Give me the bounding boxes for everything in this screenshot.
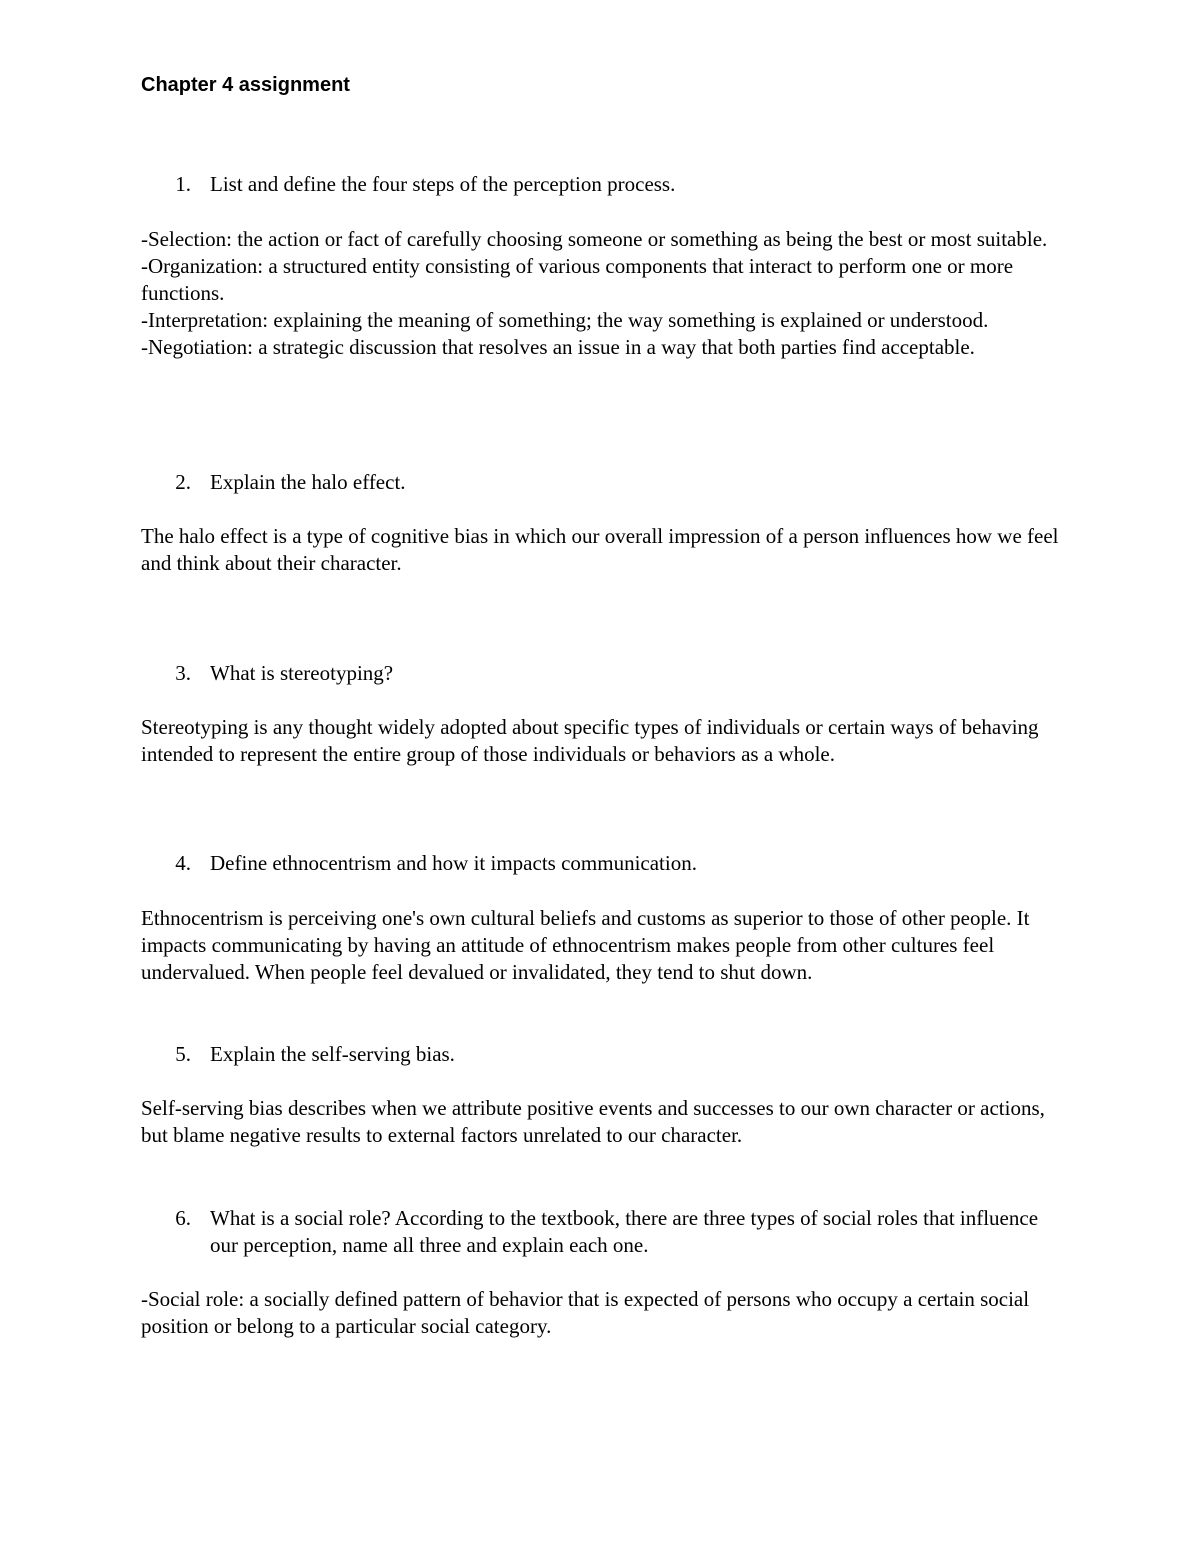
answer-5 xyxy=(141,1095,1071,1149)
question-number: 4. xyxy=(175,851,191,875)
answer-1-negotiation: -Negotiation: a strategic discussion that resolves an issue in a way that both parties find acceptable. xyxy=(141,335,975,359)
answer-2 xyxy=(141,523,1071,577)
answer-1-organization: -Organization: a structured entity consisting of various components that interact to perform one or more functions. xyxy=(141,254,1014,305)
question-text: Explain the self-serving bias. xyxy=(210,1042,455,1066)
question-text: Explain the halo effect. xyxy=(210,470,406,494)
question-text: What is a social role? According to the textbook, there are three types of social roles that influence our perception, name all three and explain each one. xyxy=(210,1206,1039,1257)
answer-1-interpretation: -Interpretation: explaining the meaning of something; the way something is explained or understood. xyxy=(141,308,989,332)
question-number: 6. xyxy=(175,1206,191,1230)
question-1 xyxy=(141,171,1071,198)
question-text: What is stereotyping? xyxy=(210,661,394,685)
question-4 xyxy=(141,850,1071,877)
question-text: List and define the four steps of the perception process. xyxy=(210,172,676,196)
question-number: 2. xyxy=(175,470,191,494)
question-number: 3. xyxy=(175,661,191,685)
document-title: Chapter 4 assignment xyxy=(141,74,350,96)
answer-6 xyxy=(141,1286,1071,1340)
question-2 xyxy=(141,469,1071,496)
answer-text: -Social role: a socially defined pattern of behavior that is expected of persons who occupy a certain social position or belong to a particular social category. xyxy=(141,1287,1030,1338)
answer-text: Self-serving bias describes when we attribute positive events and successes to our own character or actions, but blame negative results to external factors unrelated to our character. xyxy=(141,1096,1045,1147)
question-5 xyxy=(141,1041,1071,1068)
question-text: Define ethnocentrism and how it impacts communication. xyxy=(210,851,697,875)
question-3 xyxy=(141,660,1071,687)
answer-1 xyxy=(141,226,1071,361)
answer-1-selection: -Selection: the action or fact of carefully choosing someone or something as being the best or most suitable. xyxy=(141,227,1048,251)
answer-text: Ethnocentrism is perceiving one's own cultural beliefs and customs as superior to those of other people. It impacts communicating by having an attitude of ethnocentrism makes people from other cultures feel undervalued. When people feel devalued or invalidated, they tend to shut down. xyxy=(141,906,1030,984)
answer-text: Stereotyping is any thought widely adopted about specific types of individuals or certain ways of behaving intended to represent the entire group of those individuals or behaviors as a whole. xyxy=(141,715,1039,766)
question-6 xyxy=(141,1205,1071,1259)
answer-4 xyxy=(141,905,1071,986)
question-number: 1. xyxy=(175,172,191,196)
answer-text: The halo effect is a type of cognitive bias in which our overall impression of a person influences how we feel and think about their character. xyxy=(141,524,1059,575)
question-number: 5. xyxy=(175,1042,191,1066)
answer-3 xyxy=(141,714,1071,768)
